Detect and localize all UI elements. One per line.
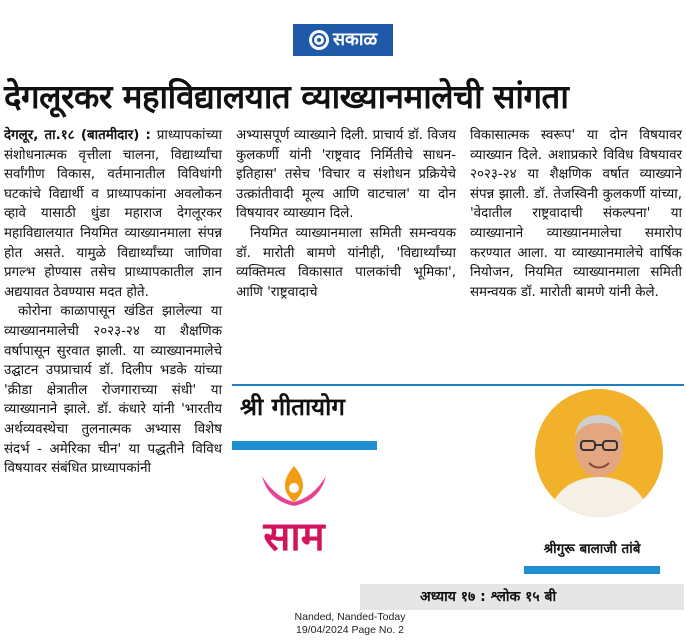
article-paragraph: प्राध्यापकांच्या संशोधनात्मक वृत्तीला चालना, विद्यार्थ्यांचा सर्वांगीण विकास, वर्तमानातील विविधांगी घटकांचे विद्यार्थी व प्राध्यापकांना अवलोकन व्हावे यासाठी धुंडा महाराज देगलूरकर महाविद्यालयात नियमित व्याख्यानमाला संपन्न होत असते. यामुळे विद्यार्थ्यांच्या जाणिवा प्रगल्भ होण्यास तसेच प्राध्यापकातील ज्ञान अद्ययावत ठेवण्यास मदत होते.: [4, 128, 222, 300]
masthead-logo: [293, 24, 393, 56]
gitayog-title-bar: [232, 441, 377, 450]
chapter-verse-label: अध्याय १७ : श्लोक १५ बी: [360, 584, 684, 610]
footer-date-page: 19/04/2024 Page No. 2: [295, 624, 404, 636]
masthead-logo-text: सकाळ: [332, 29, 378, 50]
gitayog-title: श्री गीतायोग: [240, 393, 345, 421]
divider: [232, 384, 684, 386]
author-name: श्रीगुरू बालाजी तांबे: [524, 536, 660, 562]
footer-edition: Nanded, Nanded-Today: [294, 611, 406, 623]
article-column-1: [4, 126, 222, 479]
saam-logo-icon: [238, 458, 350, 562]
article-paragraph: नियमित व्याख्यानमाला समिती समन्वयक डॉ. मारोती बामणे यांनीही, 'विद्यार्थ्यांच्या व्यक्तिमत्व विकासात पालकांची भूमिका', आणि 'राष्ट्रवादाचे: [236, 225, 456, 300]
page-footer: [260, 611, 440, 637]
article-headline: देगलूरकर महाविद्यालयात व्याख्यानमालेची सांगता: [4, 77, 569, 116]
article-column-2: [236, 126, 456, 302]
author-portrait: [535, 389, 663, 517]
gitayog-box: [232, 384, 684, 610]
article-paragraph: कोरोना काळापासून खंडित झालेल्या या व्याख्यानमालेची २०२३-२४ या शैक्षणिक वर्षापासून सुरवात झाली. या व्याख्यानमालेचे उद्घाटन उपप्राचार्य डॉ. दिलीप भडके यांच्या 'क्रीडा क्षेत्रातील रोजगाराच्या संधी' या व्याख्यानाने झाले. डॉ. कंधारे यांनी 'भारतीय अर्थव्यवस्थेचा तुलनात्मक अभ्यास विशेष संदर्भ - अमेरिका चीन' या पद्धतीने विविध विषयावर संबंधित प्राध्यापकांनी: [4, 304, 222, 477]
sakal-emblem-icon: [309, 30, 329, 50]
saam-logo-text: साम: [263, 514, 325, 560]
article-paragraph: विकासात्मक स्वरूप' या दोन विषयावर व्याख्यान दिले. अशाप्रकारे विविध विषयावर २०२३-२४ या शैक्षणिक वर्षात व्याख्याने संपन्न झाली. डॉ. तेजस्विनी कुलकर्णी यांच्या, 'वेदातील राष्ट्रवादाची संकल्पना' या व्याख्यानाने व्याख्यानमालेचा समारोप करण्यात आला. या व्याख्यानमालेचे वार्षिक नियोजन, नियमित व्याख्यानमाला समिती समन्वयक डॉ. मारोती बामणे यांनी केले.: [470, 128, 682, 300]
author-name-bar: [524, 566, 660, 574]
article-paragraph: अभ्यासपूर्ण व्याख्याने दिली. प्राचार्य डॉ. विजय कुलकर्णी यांनी 'राष्ट्रवाद निर्मितीचे साधन-इतिहास' तसेच 'विचार व संशोधन प्रक्रियेचे उत्क्रांतीवादी मूल्य आणि वाटचाल' या दोन विषयावर व्याख्यान दिले.: [236, 128, 456, 222]
article-dateline: देगलूर, ता.१८ (बातमीदार) :: [4, 128, 151, 143]
article-column-3: [470, 126, 682, 302]
